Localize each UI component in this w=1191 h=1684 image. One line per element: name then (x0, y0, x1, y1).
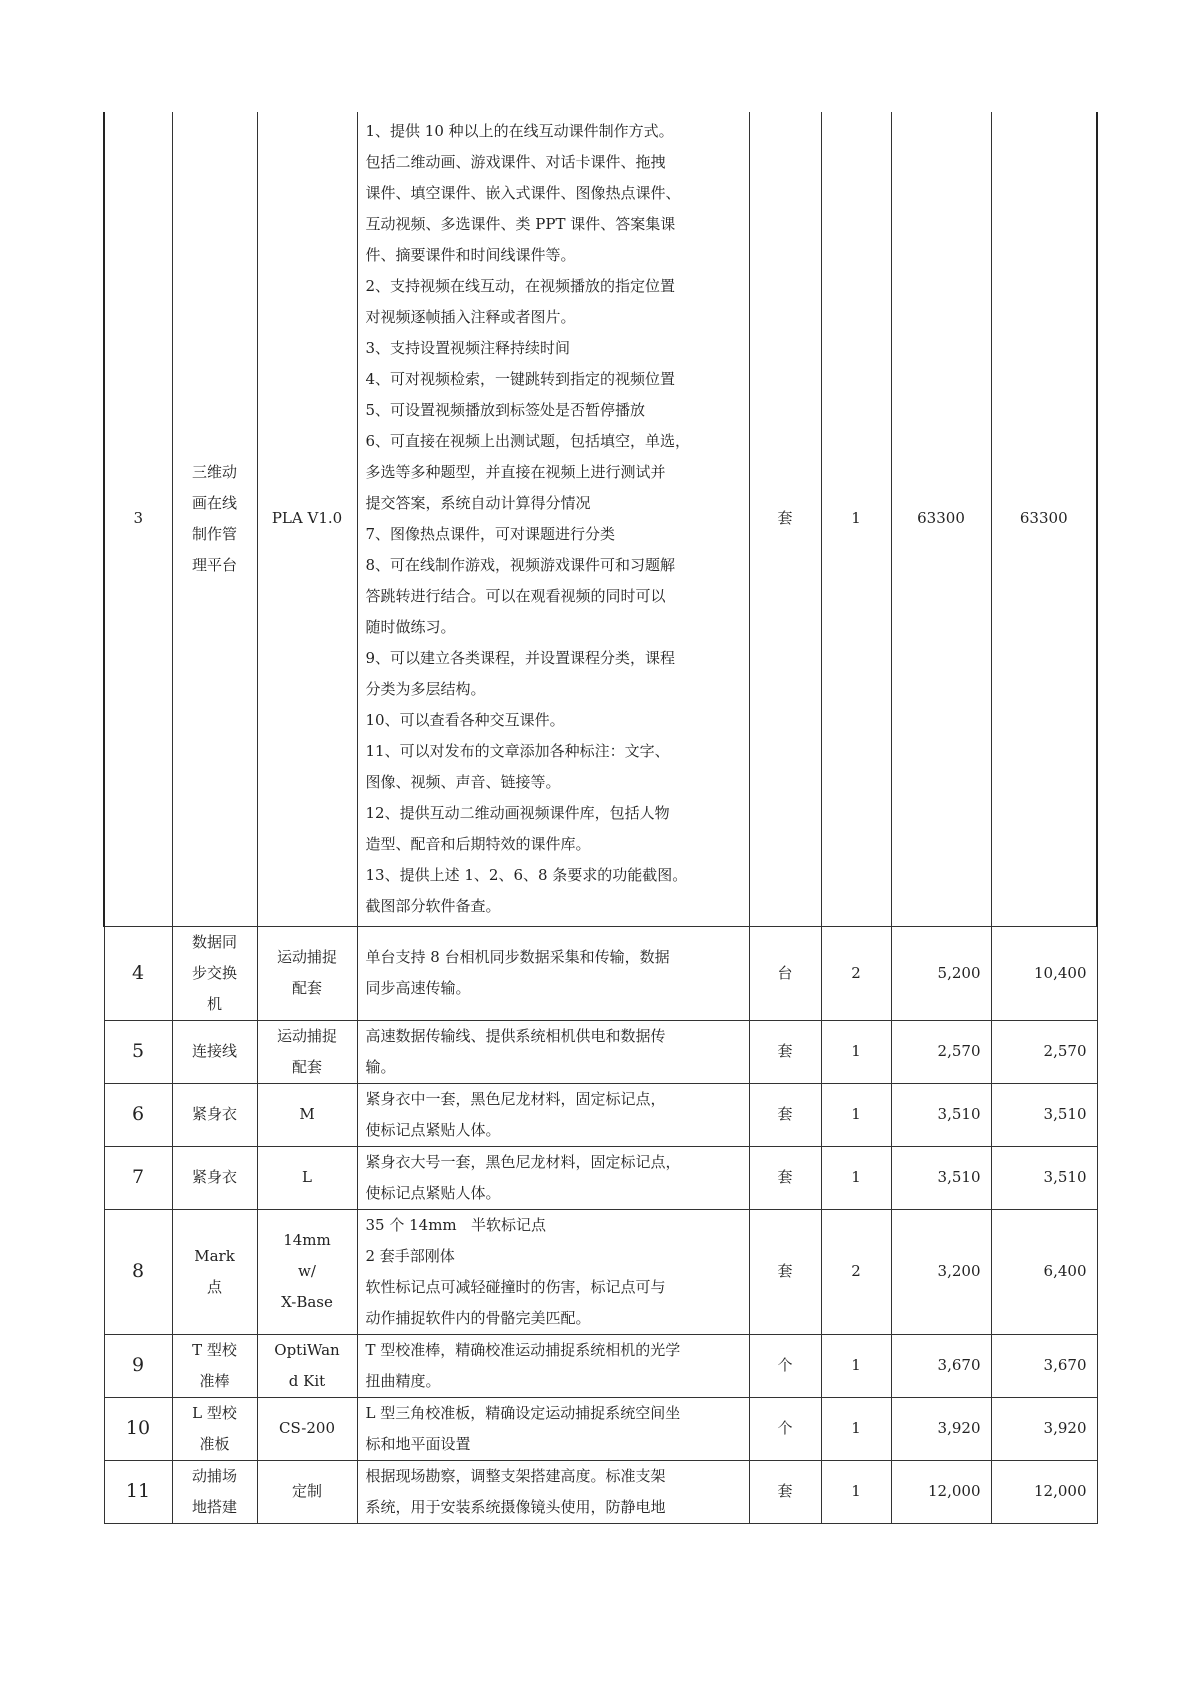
description-cell-line: 根据现场勘察，调整支架搭建高度。标准支架 (365, 1466, 666, 1485)
description-cell-line: 3、支持设置视频注释持续时间 (365, 338, 571, 357)
unit-cell: 套 (749, 1020, 821, 1083)
description-cell-line: 35 个 14mm 半软标记点 (365, 1215, 546, 1234)
description-cell-line: 紧身衣中一套，黑色尼龙材料，固定标记点， (365, 1089, 666, 1108)
description-cell (357, 1460, 749, 1523)
item-name-cell (172, 1209, 257, 1334)
model-cell (257, 926, 357, 1020)
unit-price-cell: 3,200 (891, 1209, 991, 1334)
row-number-cell: 7 (104, 1146, 172, 1209)
description-cell-line: 使标记点紧贴人体。 (365, 1183, 501, 1202)
description-cell-line: 互动视频、多选课件、类 PPT 课件、答案集课 (365, 214, 676, 233)
row-number-cell: 4 (104, 926, 172, 1020)
table-row (104, 926, 1097, 1020)
row-number-cell: 3 (104, 112, 172, 926)
quantity-cell: 1 (821, 1460, 891, 1523)
item-name-cell-line: 动捕场 (191, 1466, 237, 1485)
row-number-cell: 9 (104, 1334, 172, 1397)
quantity-cell: 1 (821, 1334, 891, 1397)
item-name-cell-line: 准棒 (199, 1371, 230, 1390)
model-cell-line: 配套 (291, 1057, 322, 1076)
description-cell-line: 4、可对视频检索，一键跳转到指定的视频位置 (365, 369, 676, 388)
model-cell-line: M (299, 1105, 315, 1123)
description-cell (357, 1020, 749, 1083)
description-cell (357, 1209, 749, 1334)
description-cell (357, 1397, 749, 1460)
description-cell-line: 13、提供上述 1、2、6、8 条要求的功能截图。 (365, 865, 688, 884)
unit-cell: 套 (749, 1460, 821, 1523)
model-cell-line: 14mm (283, 1231, 331, 1249)
model-cell-line: OptiWan (274, 1340, 340, 1359)
description-cell-line: 同步高速传输。 (365, 979, 471, 997)
description-cell-line: 2 套手部刚体 (365, 1246, 455, 1265)
total-price-cell: 3,510 (991, 1083, 1097, 1146)
description-cell-line: L 型三角校准板，精确设定运动捕捉系统空间坐 (365, 1403, 681, 1422)
total-price-cell: 3,510 (991, 1146, 1097, 1209)
description-cell-line: 随时做练习。 (365, 617, 456, 636)
description-cell-line: 扭曲精度。 (365, 1371, 441, 1390)
description-cell-line: 使标记点紧贴人体。 (365, 1120, 501, 1139)
item-name-cell-line: 点 (206, 1277, 222, 1296)
description-cell-line: 包括二维动画、游戏课件、对话卡课件、拖拽 (365, 152, 666, 171)
total-price-cell: 6,400 (991, 1209, 1097, 1334)
description-cell (357, 1146, 749, 1209)
description-cell-line: 6、可直接在视频上出测试题，包括填空，单选， (365, 431, 691, 450)
model-cell (257, 1083, 357, 1146)
description-cell-line: 1、提供 10 种以上的在线互动课件制作方式。 (365, 121, 674, 140)
description-cell-line: 输。 (365, 1057, 396, 1076)
description-cell-line: 软性标记点可减轻碰撞时的伤害，标记点可与 (365, 1277, 666, 1296)
unit-price-cell: 5,200 (891, 926, 991, 1020)
model-cell-line: L (302, 1168, 312, 1186)
description-cell-line: 截图部分软件备查。 (365, 896, 501, 915)
description-cell-line: 分类为多层结构。 (365, 679, 486, 698)
row-number-cell: 6 (104, 1083, 172, 1146)
unit-cell: 套 (749, 112, 821, 926)
quantity-cell: 1 (821, 1020, 891, 1083)
item-name-cell-line: 数据同 (191, 932, 237, 951)
unit-cell: 台 (749, 926, 821, 1020)
unit-cell: 个 (749, 1397, 821, 1460)
unit-price-cell: 3,920 (891, 1397, 991, 1460)
table-row (104, 1397, 1097, 1460)
description-cell-line: 10、可以查看各种交互课件。 (365, 710, 565, 729)
item-name-cell (172, 1334, 257, 1397)
table-row (104, 1083, 1097, 1146)
item-name-cell-line: 准板 (199, 1434, 230, 1453)
description-cell-line: 多选等多种题型，并直接在视频上进行测试并 (365, 462, 666, 481)
description-cell-line: 答跳转进行结合。可以在观看视频的同时可以 (365, 586, 666, 605)
model-cell-line: X-Base (281, 1293, 333, 1311)
table-row (104, 1146, 1097, 1209)
model-cell-line: d Kit (288, 1371, 326, 1390)
description-cell-line: 2、支持视频在线互动，在视频播放的指定位置 (365, 276, 676, 295)
item-name-cell-line: 理平台 (191, 555, 237, 574)
procurement-table (103, 112, 1098, 1524)
unit-price-cell: 3,510 (891, 1146, 991, 1209)
item-name-cell-line: 紧身衣 (191, 1168, 237, 1186)
row-number-cell: 10 (104, 1397, 172, 1460)
row-number-cell: 8 (104, 1209, 172, 1334)
description-cell-line: 紧身衣大号一套，黑色尼龙材料，固定标记点， (365, 1152, 681, 1171)
description-cell-line: 7、图像热点课件，可对课题进行分类 (365, 524, 616, 543)
description-cell-line: 对视频逐帧插入注释或者图片。 (365, 307, 576, 326)
item-name-cell-line: 步交换 (191, 963, 237, 982)
model-cell-line: w/ (298, 1262, 316, 1280)
total-price-cell: 2,570 (991, 1020, 1097, 1083)
unit-price-cell: 3,670 (891, 1334, 991, 1397)
quantity-cell: 1 (821, 1146, 891, 1209)
unit-price-cell: 63300 (891, 112, 991, 926)
model-cell (257, 1209, 357, 1334)
total-price-cell: 63300 (991, 112, 1097, 926)
description-cell-line: 单台支持 8 台相机同步数据采集和传输，数据 (365, 948, 670, 966)
description-cell (357, 1083, 749, 1146)
table-row (104, 112, 1097, 926)
item-name-cell (172, 1460, 257, 1523)
item-name-cell (172, 1146, 257, 1209)
description-cell (357, 926, 749, 1020)
model-cell (257, 1020, 357, 1083)
quantity-cell: 1 (821, 1397, 891, 1460)
total-price-cell: 3,920 (991, 1397, 1097, 1460)
item-name-cell-line: 制作管 (191, 524, 237, 543)
item-name-cell-line: T 型校 (192, 1340, 237, 1359)
table-row (104, 1460, 1097, 1523)
description-cell (357, 112, 749, 926)
item-name-cell-line: 机 (206, 994, 222, 1013)
row-number-cell: 11 (104, 1460, 172, 1523)
unit-price-cell: 3,510 (891, 1083, 991, 1146)
unit-price-cell: 2,570 (891, 1020, 991, 1083)
description-cell-line: 高速数据传输线、提供系统相机供电和数据传 (365, 1026, 666, 1045)
item-name-cell-line: 连接线 (191, 1042, 237, 1060)
description-cell-line: 课件、填空课件、嵌入式课件、图像热点课件、 (365, 183, 681, 202)
model-cell-line: 运动捕捉 (276, 948, 337, 966)
item-name-cell (172, 1020, 257, 1083)
description-cell-line: T 型校准棒，精确校准运动捕捉系统相机的光学 (365, 1340, 681, 1359)
model-cell-line: 配套 (291, 979, 322, 997)
table-row (104, 1020, 1097, 1083)
description-cell-line: 9、可以建立各类课程，并设置课程分类，课程 (365, 648, 676, 667)
model-cell (257, 1334, 357, 1397)
model-cell (257, 1460, 357, 1523)
item-name-cell (172, 1083, 257, 1146)
quantity-cell: 1 (821, 1083, 891, 1146)
description-cell-line: 造型、配音和后期特效的课件库。 (365, 834, 591, 853)
model-cell-line: 定制 (291, 1482, 322, 1500)
description-cell (357, 1334, 749, 1397)
quantity-cell: 2 (821, 1209, 891, 1334)
model-cell (257, 1146, 357, 1209)
table-body (104, 112, 1097, 1523)
unit-cell: 套 (749, 1146, 821, 1209)
table-row (104, 1209, 1097, 1334)
item-name-cell-line: L 型校 (192, 1403, 237, 1422)
quantity-cell: 2 (821, 926, 891, 1020)
total-price-cell: 3,670 (991, 1334, 1097, 1397)
description-cell-line: 5、可设置视频播放到标签处是否暂停播放 (365, 400, 646, 419)
item-name-cell-line: 三维动 (191, 462, 237, 481)
total-price-cell: 12,000 (991, 1460, 1097, 1523)
unit-price-cell: 12,000 (891, 1460, 991, 1523)
model-cell (257, 112, 357, 926)
item-name-cell-line: 画在线 (191, 493, 237, 512)
description-cell-line: 提交答案，系统自动计算得分情况 (365, 493, 591, 512)
model-cell-line: CS-200 (278, 1419, 335, 1437)
description-cell-line: 12、提供互动二维动画视频课件库，包括人物 (365, 803, 670, 822)
total-price-cell: 10,400 (991, 926, 1097, 1020)
description-cell-line: 动作捕捉软件内的骨骼完美匹配。 (365, 1308, 591, 1327)
unit-cell: 套 (749, 1083, 821, 1146)
description-cell-line: 标和地平面设置 (365, 1434, 471, 1453)
item-name-cell-line: 地搭建 (191, 1497, 237, 1516)
quantity-cell: 1 (821, 112, 891, 926)
description-cell-line: 图像、视频、声音、链接等。 (365, 772, 561, 791)
description-cell-line: 8、可在线制作游戏，视频游戏课件可和习题解 (365, 555, 676, 574)
item-name-cell-line: Mark (194, 1246, 235, 1265)
description-cell-line: 11、可以对发布的文章添加各种标注：文字、 (365, 741, 670, 760)
item-name-cell (172, 112, 257, 926)
unit-cell: 个 (749, 1334, 821, 1397)
item-name-cell (172, 1397, 257, 1460)
unit-cell: 套 (749, 1209, 821, 1334)
item-name-cell-line: 紧身衣 (191, 1105, 237, 1123)
model-cell-line: 运动捕捉 (276, 1026, 337, 1045)
description-cell-line: 件、摘要课件和时间线课件等。 (365, 245, 576, 264)
model-cell (257, 1397, 357, 1460)
description-cell-line: 系统，用于安装系统摄像镜头使用，防静电地 (365, 1497, 666, 1516)
model-cell-line: PLA V1.0 (271, 509, 343, 528)
row-number-cell: 5 (104, 1020, 172, 1083)
item-name-cell (172, 926, 257, 1020)
table-row (104, 1334, 1097, 1397)
